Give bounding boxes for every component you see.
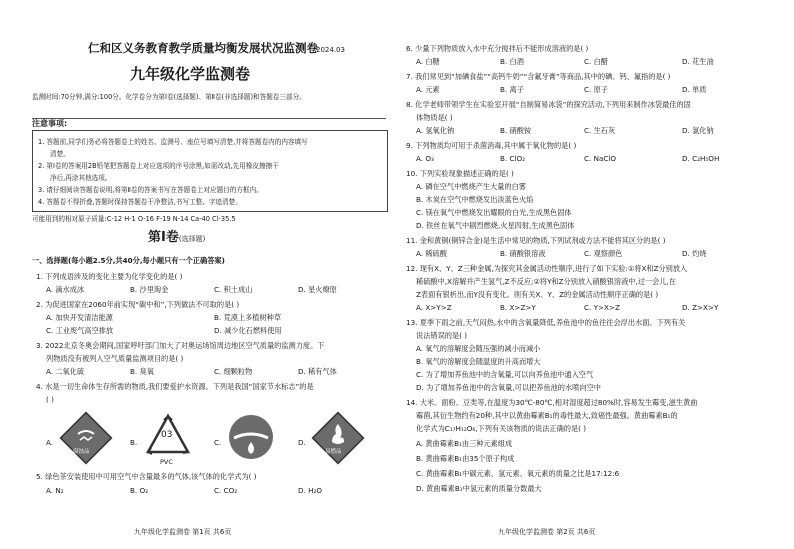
page-1	[0, 0, 392, 549]
water-saving-icon	[226, 412, 276, 462]
option: A. N₂	[46, 486, 64, 495]
option: B. ClO₂	[500, 154, 526, 163]
question-stem-cont: 稀硫酸中,X溶解并产生氢气,Z不反应;②将Y和Z分别放入硝酸银溶液中,过一会儿,在	[416, 277, 676, 286]
option: A. 加快开发清洁能源	[46, 313, 113, 322]
question-stem: 7. 我们常见到“加碘食盐”“高钙牛奶”“含氟牙膏”等商品,其中的碘、钙、氟指的是( )	[406, 72, 671, 81]
exam-date: 2024.03	[316, 46, 345, 54]
option: C. CO₂	[214, 486, 238, 495]
option: B. X>Z>Y	[500, 303, 536, 312]
option: B. 硝酸铵	[500, 126, 532, 135]
question-stem-cont: Z表面有银析出,而Y没有变化。则有关X、Y、Z的金属活动性顺序正确的是( )	[416, 290, 659, 299]
question-stem-cont: 霉菌,其衍生物约有20种,其中以黄曲霉素B₁的毒性最大,致癌性最强。黄曲霉素B₁的	[416, 411, 678, 420]
question-stem: 13. 夏季下雨之前,天气闷热,水中的含氧量降低,养鱼池中的鱼往往会浮出水面。下列有关	[406, 318, 686, 327]
option: C. Y>X>Z	[584, 303, 620, 312]
option: B. 臭氧	[130, 367, 154, 376]
option: C. 为了增加养鱼池中的含氧量,可以向养鱼池中通入空气	[416, 370, 594, 379]
option: D. 铁丝在氧气中剧烈燃烧,火星四射,生成黑色固体	[416, 221, 575, 230]
option: A. O₃	[416, 154, 434, 163]
question-stem: 5. 绿色茶安装使用中可用空气中含量最多的气体,该气体的化学式为( )	[36, 472, 257, 481]
option: B. O₂	[130, 486, 149, 495]
school-header: 仁和区义务教育教学质量均衡发展状况监测卷	[88, 41, 318, 55]
question-stem-cont: 说法错误的是( )	[416, 331, 468, 340]
option: C. 黄曲霉素B₁中碳元素、氢元素、氧元素的质量之比是17:12:6	[416, 469, 620, 478]
divider	[32, 118, 386, 119]
option: C. 生石灰	[584, 126, 616, 135]
exam-info: 监测时间:70分钟,满分:100分。化学卷分为第Ⅰ卷(选择题)、第Ⅱ卷(非选择题)和答题卷三部分。	[32, 93, 306, 101]
option: D. 减少化石燃料使用	[214, 326, 282, 335]
option: C. 镁在氧气中燃烧发出耀眼的白光,生成黑色固体	[416, 208, 572, 217]
question-stem: 11. 金和黄铜(铜锌合金)是生活中常见的物质,下列试剂或方法不能将其区分的是( )	[406, 236, 666, 245]
option: C. 白醋	[584, 57, 608, 66]
option: A. 氢氧化钠	[416, 126, 455, 135]
section-title: 第Ⅰ卷(选择题)	[148, 230, 206, 245]
option: D. 为了增加养鱼池中的含氧量,可以把养鱼池的水喷向空中	[416, 383, 601, 392]
question-stem-cont: 化学式为C₁₇H₁₂O₆,下列有关该物质的说法正确的是( )	[416, 424, 587, 433]
option: C. NaClO	[584, 154, 617, 163]
question-stem: 12. 现有X、Y、Z三种金属,为探究其金属活动性顺序,进行了如下实验:①将X和Z分别放入	[406, 264, 688, 273]
exam-title: 九年级化学监测卷	[130, 65, 251, 83]
question-stem: 8. 化学老师带领学生在实验室开展“自制简易冰袋”的探究活动,下列用来制作冰袋最佳的固	[406, 100, 691, 109]
section-instruction: 一、选择题(每小题2.5分,共40分,每小题只有一个正确答案)	[32, 256, 225, 265]
option: A.	[46, 438, 54, 447]
question-stem: 14. 大米、面粉、豆类等,在温度为30℃-80℃,相对湿度超过80%时,容易发生霉变,滋生黄曲	[406, 398, 698, 407]
option: C.	[214, 438, 222, 447]
question-stem-cont: 体物质是( )	[416, 113, 453, 122]
flammable-diamond-icon	[310, 410, 366, 466]
option: C. 工业废气高空排放	[46, 326, 114, 335]
question-stem: 3. 2022北京冬奥会期间,国家呼吁部门加大了对奥运场馆周边地区空气质量的监测力度。下	[36, 341, 325, 350]
icon-label: 腐蚀品	[73, 449, 90, 455]
option: D. Z>X>Y	[682, 303, 719, 312]
question-stem: 9. 下列物质均可用于杀菌消毒,其中属于氧化物的是( )	[406, 141, 577, 150]
note-line: 净后,再涂其他选项。	[50, 174, 112, 182]
option: C. 观察颜色	[584, 249, 623, 258]
page-footer: 九年级化学监测卷 第2页 共6页	[498, 528, 596, 536]
icon-label: 易燃品	[325, 449, 342, 455]
atomic-masses: 可能用到的相对原子质量:C-12 H-1 O-16 F-19 N-14 Ca-40 Cl-35.5	[32, 215, 236, 223]
option: B. 氧气的溶解度会随温度的升高而增大	[416, 357, 541, 366]
option: D. C₂H₅OH	[682, 154, 720, 163]
option: B. 荒漠上多植树种草	[214, 313, 282, 322]
icon-label: PVC	[160, 458, 173, 466]
option: D. 星火燎原	[298, 285, 337, 294]
option: A. X>Y>Z	[416, 303, 452, 312]
option: A. 滴水成冰	[46, 285, 85, 294]
option: B. 木炭在空气中燃烧发出淡蓝色火焰	[416, 195, 534, 204]
question-stem: 10. 下列实验现象描述正确的是( )	[406, 169, 514, 178]
option: D. 稀有气体	[298, 367, 337, 376]
recycle-number: 03	[161, 430, 173, 440]
page-2	[398, 0, 794, 549]
note-line: 4. 答题卷不得折叠,答题时保持答题卷干净整洁,书写工整、字迹清楚。	[38, 198, 242, 206]
option: C. 细颗粒物	[214, 367, 253, 376]
option: D. 氯化钠	[682, 126, 714, 135]
question-stem: 1. 下列成语涉及的变化主要为化学变化的是( )	[36, 272, 183, 281]
note-line: 清楚。	[50, 150, 70, 158]
option: A. 氧气的溶解度会随压强的减小而减小	[416, 344, 541, 353]
option: D. 花生油	[682, 57, 714, 66]
option: C. 原子	[584, 85, 608, 94]
question-stem-cont: 列物质没有被列入空气质量监测项目的是( )	[46, 354, 184, 363]
option: B. 沙里淘金	[130, 285, 169, 294]
option: A. 黄曲霉素B₁由三种元素组成	[416, 439, 513, 448]
note-line: 3. 请仔细阅读答题卷说明,将第Ⅱ卷的答案书写在答题卷上对应题目的方框内。	[38, 186, 263, 194]
option: B. 黄曲霉素B₁由35个原子构成	[416, 454, 515, 463]
option: D. 单质	[682, 85, 707, 94]
option: A. 二氧化硫	[46, 367, 85, 376]
question-stem: 6. 少量下列物质放入水中充分搅拌后不能形成溶液的是( )	[406, 44, 589, 53]
option: A. 元素	[416, 85, 440, 94]
option: B. 离子	[500, 85, 524, 94]
option: B. 硝酸银溶液	[500, 249, 546, 258]
question-stem-cont: ( )	[46, 395, 54, 404]
option: D. H₂O	[298, 486, 323, 495]
page-footer: 九年级化学监测卷 第1页 共6页	[134, 528, 232, 536]
option: C. 积土成山	[214, 285, 253, 294]
question-stem: 4. 水是一切生命体生存所需的物质,我们要爱护水资源。下列是我国“国家节水标志”的是	[36, 382, 314, 391]
option: D.	[298, 438, 306, 447]
question-stem: 2. 为促进国家在2060年前实现“碳中和”,下列做法不可取的是( )	[36, 300, 240, 309]
option: D. 黄曲霉素B₁中氢元素的质量分数最大	[416, 484, 542, 493]
option: A. 稀硫酸	[416, 249, 447, 258]
corrosive-diamond-icon	[58, 410, 114, 466]
note-line: 1. 答题前,同学们务必将答题卷上的姓名、监测号、座位号填写清楚,并将答题卷内的内容填写	[38, 138, 308, 146]
option: B. 白酒	[500, 57, 524, 66]
option: B.	[130, 438, 138, 447]
notes-heading: 注意事项:	[32, 119, 68, 128]
option: A. 白糖	[416, 57, 440, 66]
option: D. 灼烧	[682, 249, 707, 258]
option: A. 磷在空气中燃烧产生大量的白雾	[416, 182, 526, 191]
note-line: 2. 第Ⅰ卷的答案用2B铅笔把答题卷上对应选项的序号涂黑,如需改动,先用橡皮擦擦干	[38, 162, 279, 170]
